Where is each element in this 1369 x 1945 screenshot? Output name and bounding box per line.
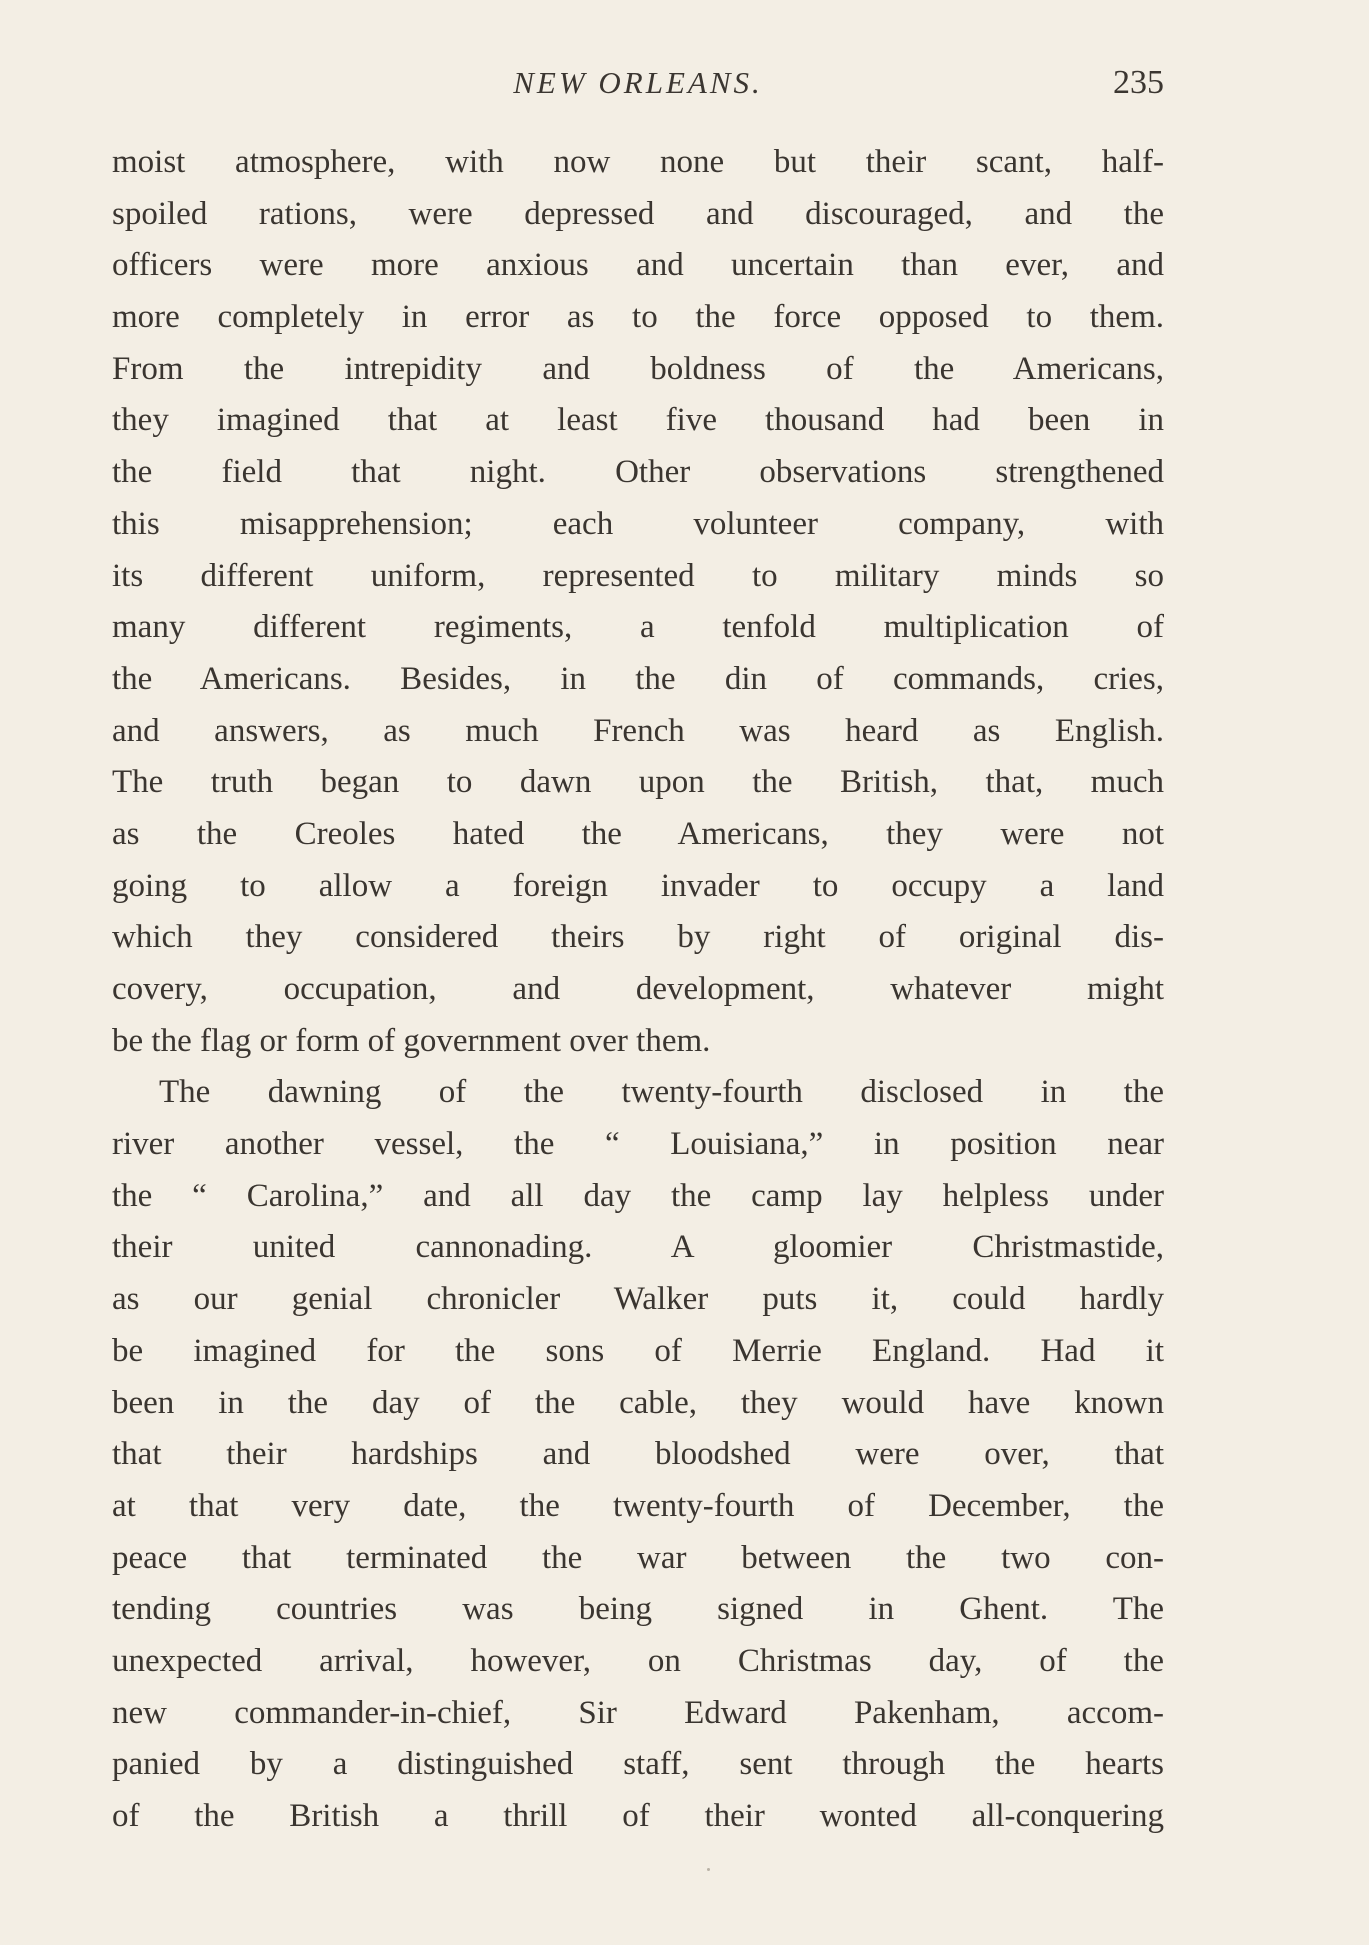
text-line: as our genial chronicler Walker puts it, could hardly	[112, 1281, 1164, 1318]
text-line: the “ Carolina,” and all day the camp lay helpless under	[112, 1177, 1164, 1214]
text-line: the field that night. Other observations strengthened	[112, 454, 1164, 491]
page-number: 235	[1113, 64, 1164, 101]
text-line: be the flag or form of government over them.	[112, 1022, 711, 1059]
text-line: river another vessel, the “ Louisiana,” in position near	[112, 1126, 1164, 1163]
text-line: be imagined for the sons of Merrie England. Had it	[112, 1332, 1164, 1369]
running-title: NEW ORLEANS.	[513, 65, 763, 100]
body-text	[112, 137, 1164, 1843]
text-line: spoiled rations, were depressed and discouraged, and the	[112, 195, 1164, 232]
text-line: been in the day of the cable, they would have known	[112, 1384, 1164, 1421]
text-line: of the British a thrill of their wonted all-conquering	[112, 1798, 1164, 1834]
paper-speck	[707, 1868, 710, 1871]
text-line: moist atmosphere, with now none but their scant, half-	[112, 144, 1164, 180]
text-line: the Americans. Besides, in the din of commands, cries,	[112, 660, 1164, 697]
text-line: peace that terminated the war between the two con-	[112, 1539, 1164, 1576]
text-line: more completely in error as to the force opposed to them.	[112, 299, 1164, 336]
text-line: many different regiments, a tenfold multiplication of	[112, 609, 1164, 646]
text-line: unexpected arrival, however, on Christmas day, of the	[112, 1642, 1164, 1679]
text-line: its different uniform, represented to military minds so	[112, 557, 1164, 594]
text-line: this misapprehension; each volunteer company, with	[112, 505, 1164, 542]
text-line: their united cannonading. A gloomier Christmastide,	[112, 1229, 1164, 1266]
text-line: going to allow a foreign invader to occupy a land	[112, 867, 1164, 904]
running-head	[112, 58, 1164, 108]
text-line: which they considered theirs by right of original dis-	[112, 919, 1164, 956]
text-line: they imagined that at least five thousand had been in	[112, 402, 1164, 439]
text-line: as the Creoles hated the Americans, they were not	[112, 815, 1164, 852]
text-line: covery, occupation, and development, whatever might	[112, 971, 1164, 1007]
text-line: that their hardships and bloodshed were over, that	[112, 1436, 1164, 1473]
text-line: tending countries was being signed in Ghent. The	[112, 1591, 1164, 1628]
text-line: and answers, as much French was heard as English.	[112, 712, 1164, 749]
text-line: From the intrepidity and boldness of the Americans,	[112, 350, 1164, 387]
text-line: panied by a distinguished staff, sent through the hearts	[112, 1746, 1164, 1783]
text-line: new commander-in-chief, Sir Edward Pakenham, accom-	[112, 1694, 1164, 1731]
text-line: The truth began to dawn upon the British, that, much	[112, 764, 1164, 801]
text-line: officers were more anxious and uncertain than ever, and	[112, 247, 1164, 284]
text-line: at that very date, the twenty-fourth of December, the	[112, 1487, 1164, 1524]
text-line: The dawning of the twenty-fourth disclosed in the	[159, 1074, 1164, 1111]
